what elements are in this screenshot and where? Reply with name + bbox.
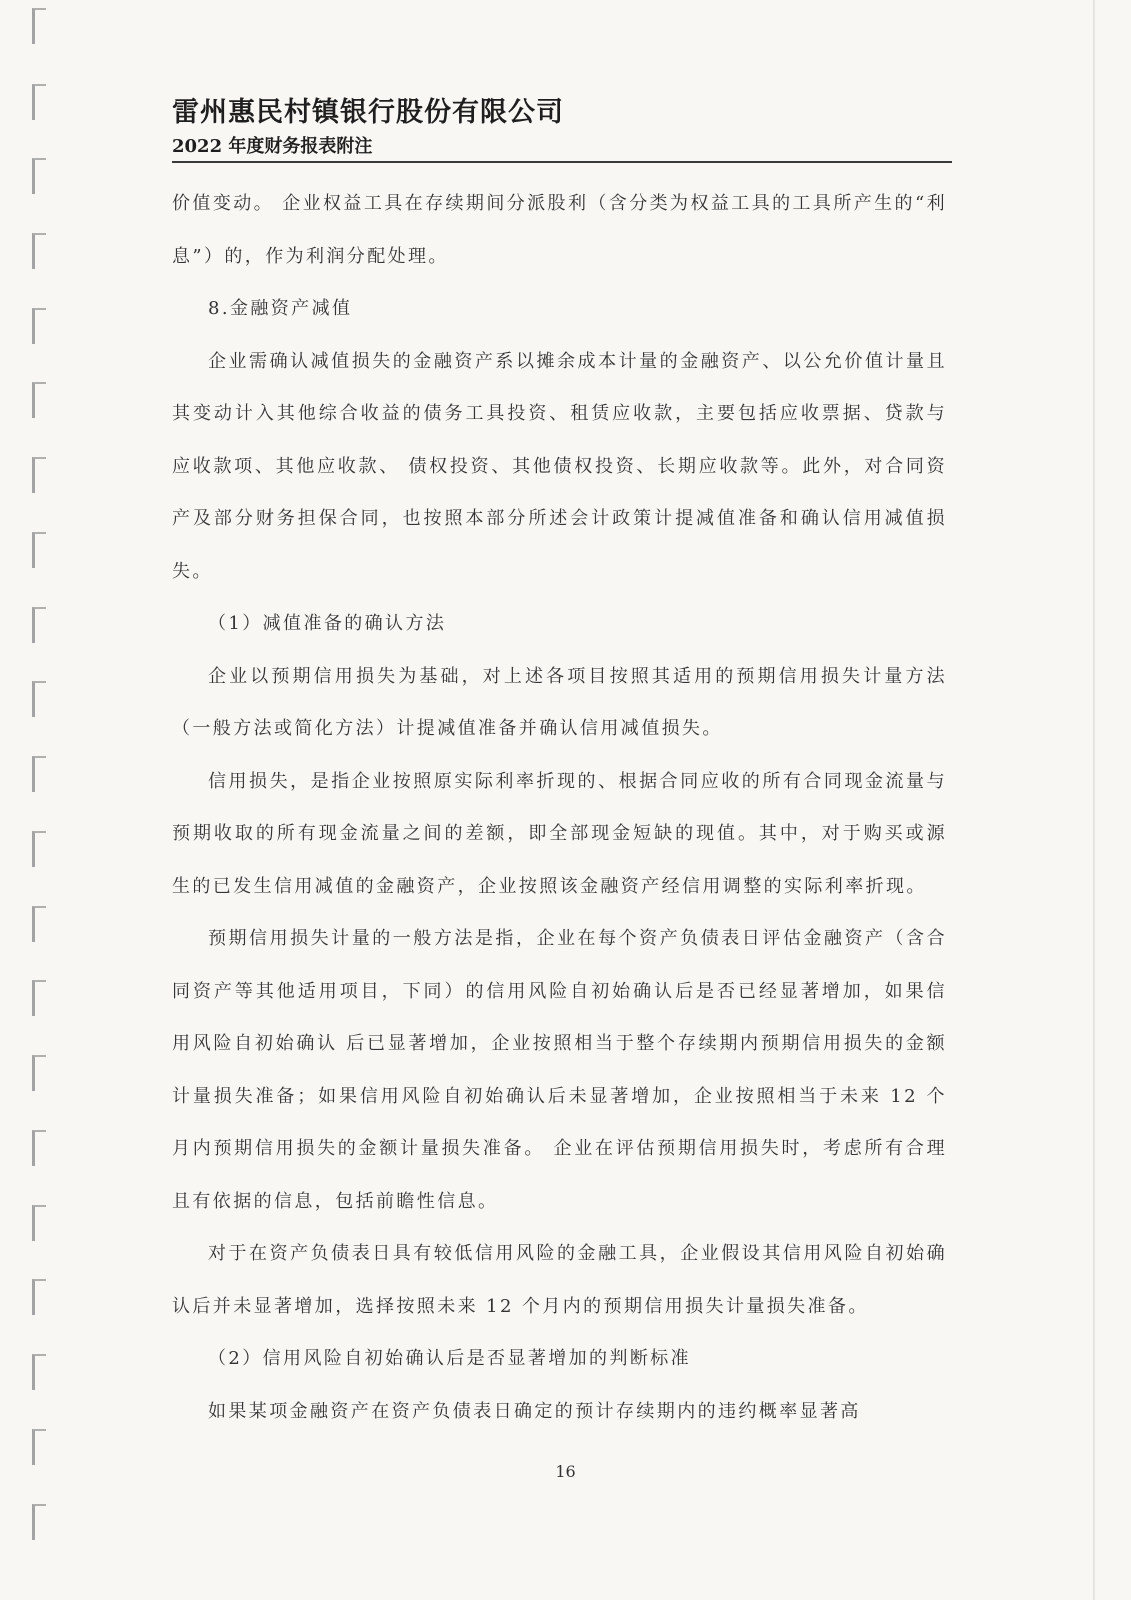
header-rule <box>172 161 952 163</box>
section-heading: 8.金融资产减值 <box>208 298 353 319</box>
binding-mark <box>32 532 46 568</box>
subsection-heading: （1）减值准备的确认方法 <box>208 613 447 634</box>
paragraph: 企业以预期信用损失为基础，对上述各项目按照其适用的预期信用损失计量方法（一般方法或简化方法）计提减值准备并确认信用减值损失。 <box>172 665 947 739</box>
binding-mark <box>32 756 46 792</box>
binding-mark <box>32 158 46 194</box>
binding-mark <box>32 382 46 418</box>
body-text <box>172 178 947 1438</box>
subsection-heading: （2）信用风险自初始确认后是否显著增加的判断标准 <box>208 1348 692 1369</box>
company-name: 雷州惠民村镇银行股份有限公司 <box>172 97 564 128</box>
binding-mark <box>32 1279 46 1315</box>
binding-mark <box>32 457 46 493</box>
binding-mark <box>32 607 46 643</box>
page-number: 16 <box>555 1462 576 1481</box>
binding-mark <box>32 8 46 44</box>
binding-mark <box>32 308 46 344</box>
binding-mark <box>32 980 46 1016</box>
binding-mark <box>32 831 46 867</box>
binding-mark <box>32 1130 46 1166</box>
binding-mark <box>32 1055 46 1091</box>
binding-mark <box>32 233 46 269</box>
binding-holes <box>32 0 52 1600</box>
paragraph: 对于在资产负债表日具有较低信用风险的金融工具，企业假设其信用风险自初始确认后并未显著增加，选择按照未来 12 个月内的预期信用损失计量损失准备。 <box>172 1243 947 1317</box>
paragraph: 信用损失，是指企业按照原实际利率折现的、根据合同应收的所有合同现金流量与预期收取的所有现金流量之间的差额，即全部现金短缺的现值。其中，对于购买或源生的已发生信用减值的金融资产，企业按照该金融资产经信用调整的实际利率折现。 <box>172 770 947 897</box>
page-edge-line <box>1093 0 1095 1600</box>
paragraph: 如果某项金融资产在资产负债表日确定的预计存续期内的违约概率显著高 <box>208 1400 861 1422</box>
binding-mark <box>32 1504 46 1540</box>
binding-mark <box>32 1205 46 1241</box>
page-header <box>172 96 952 160</box>
paragraph: 企业需确认减值损失的金融资产系以摊余成本计量的金融资产、以公允价值计量且其变动计入其他综合收益的债务工具投资、租赁应收款，主要包括应收票据、贷款与应收款项、其他应收款、 债权投资、其他债权投资、长期应收款等。此外，对合同资产及部分财务担保合同，也按照本部分所述会计政策计提减值准备和确认信用减值损失。 <box>172 350 947 582</box>
binding-mark <box>32 84 46 120</box>
binding-mark <box>32 906 46 942</box>
binding-mark <box>32 1429 46 1465</box>
paragraph: 价值变动。 企业权益工具在存续期间分派股利（含分类为权益工具的工具所产生的“利息”）的，作为利润分配处理。 <box>172 193 947 267</box>
paragraph: 预期信用损失计量的一般方法是指，企业在每个资产负债表日评估金融资产（含合同资产等其他适用项目，下同）的信用风险自初始确认后是否已经显著增加，如果信用风险自初始确认 后已显著增加，企业按照相当于整个存续期内预期信用损失的金额计量损失准备；如果信用风险自初始确认后未显著增加，企业按照相当于未来 12 个月内预期信用损失的金额计量损失准备。 企业在评估预期信用损失时，考虑所有合理且有依据的信息，包括前瞻性信息。 <box>172 928 947 1212</box>
binding-mark <box>32 1354 46 1390</box>
report-title: 2022 年度财务报表附注 <box>172 136 373 157</box>
binding-mark <box>32 681 46 717</box>
